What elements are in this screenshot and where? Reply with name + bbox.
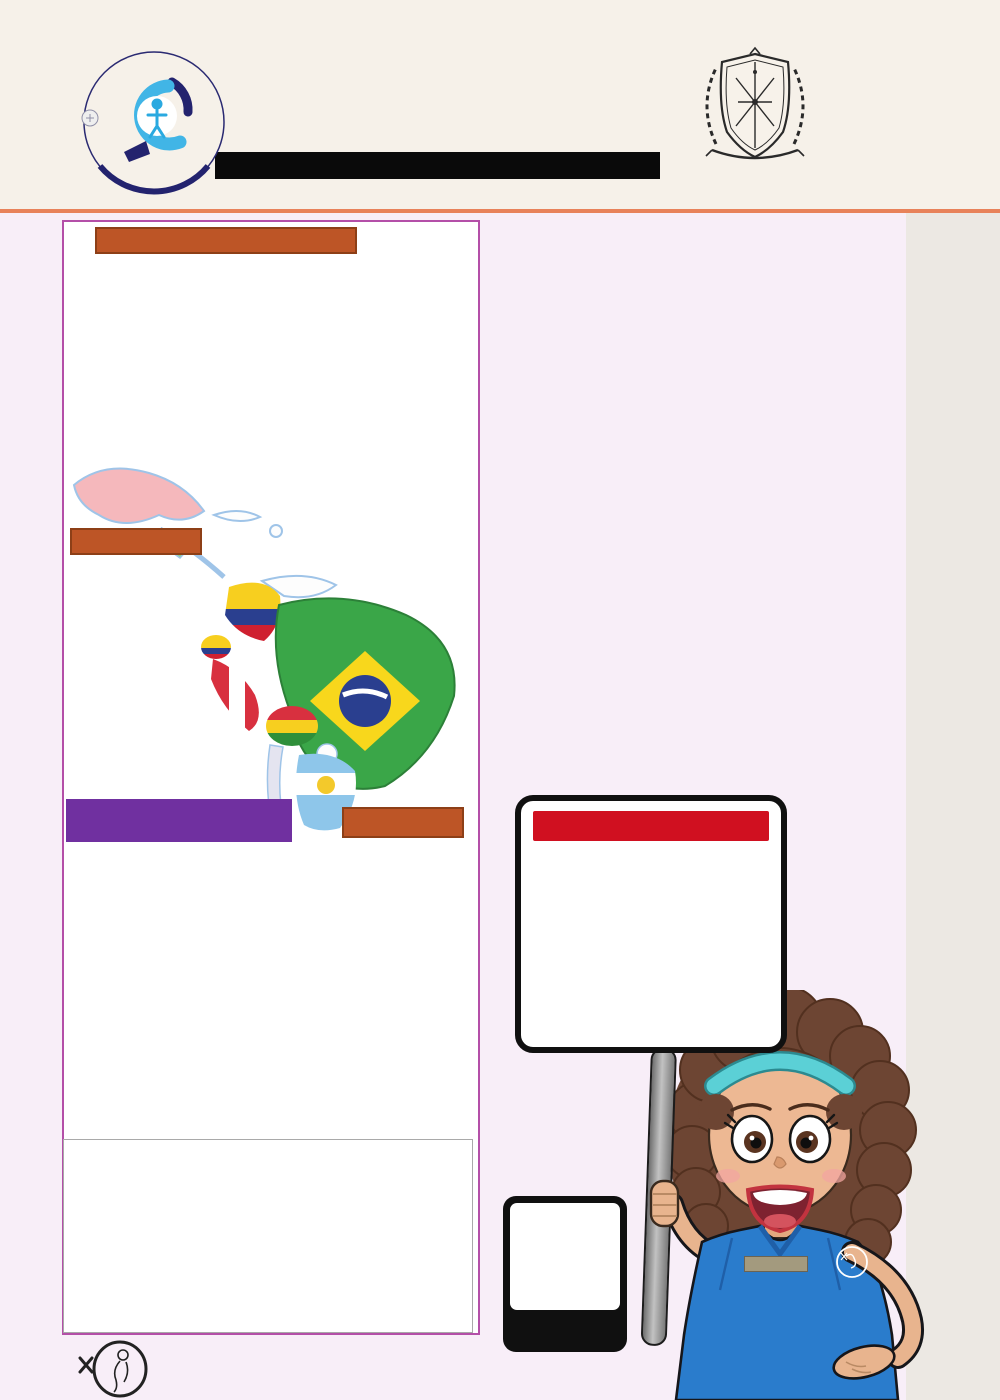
research-group-badge-logo	[72, 44, 237, 206]
peru-flag	[209, 655, 267, 735]
latam-map	[64, 455, 478, 837]
university-crest	[698, 46, 812, 168]
qr-code	[510, 1203, 620, 1310]
results-section-heading	[342, 807, 464, 838]
moca-bar-chart	[64, 1140, 472, 1332]
orange-divider	[0, 209, 1000, 213]
footer-group-logo	[76, 1340, 151, 1398]
moca-note-box	[66, 799, 292, 842]
conclusion-sign	[515, 795, 787, 1053]
hand-gripping-pole	[649, 1178, 681, 1230]
qr-code-block	[503, 1196, 627, 1352]
conclusion-heading	[533, 811, 769, 841]
methods-section-heading	[70, 528, 202, 555]
intro-section-heading	[95, 227, 357, 254]
authors-bar	[215, 152, 660, 179]
odds-ratio-chart	[495, 222, 968, 770]
name-badge	[744, 1256, 808, 1272]
ecuador-flag	[199, 635, 234, 661]
